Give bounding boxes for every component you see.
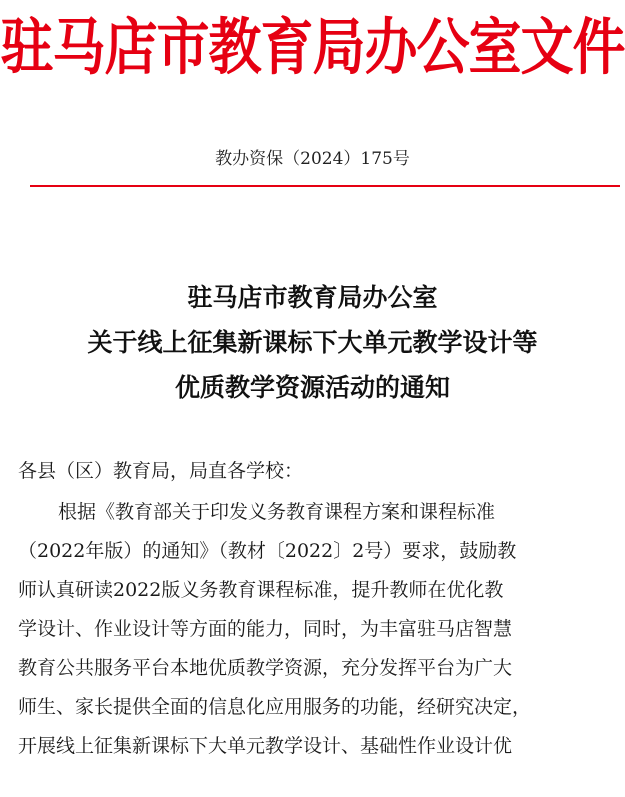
body-line: 开展线上征集新课标下大单元教学设计、基础性作业设计优	[18, 735, 513, 757]
notice-title	[0, 275, 625, 410]
body-paragraph	[18, 493, 618, 766]
body-line: 根据《教育部关于印发义务教育课程方案和课程标准	[58, 501, 496, 523]
title-line-2: 关于线上征集新课标下大单元教学设计等	[87, 328, 538, 357]
body-line: （2022年版）的通知》（教材〔2022〕2号）要求，鼓励教	[18, 540, 517, 562]
body-line: 教育公共服务平台本地优质教学资源，充分发挥平台为广大	[18, 657, 513, 679]
body-line: 师认真研读2022版义务教育课程标准，提升教师在优化教	[18, 579, 504, 601]
salutation: 各县（区）教育局，局直各学校：	[18, 460, 304, 482]
document-number: 教办资保（2024）175号	[215, 149, 410, 169]
body-line: 师生、家长提供全面的信息化应用服务的功能，经研究决定，	[18, 696, 532, 718]
notice-body	[18, 452, 618, 766]
title-line-1: 驻马店市教育局办公室	[187, 283, 438, 312]
red-divider-line	[30, 185, 620, 187]
title-line-3: 优质教学资源活动的通知	[174, 373, 450, 402]
body-line: 学设计、作业设计等方面的能力，同时，为丰富驻马店智慧	[18, 618, 513, 640]
letterhead-title: 驻马店市教育局办公室文件	[0, 12, 625, 84]
